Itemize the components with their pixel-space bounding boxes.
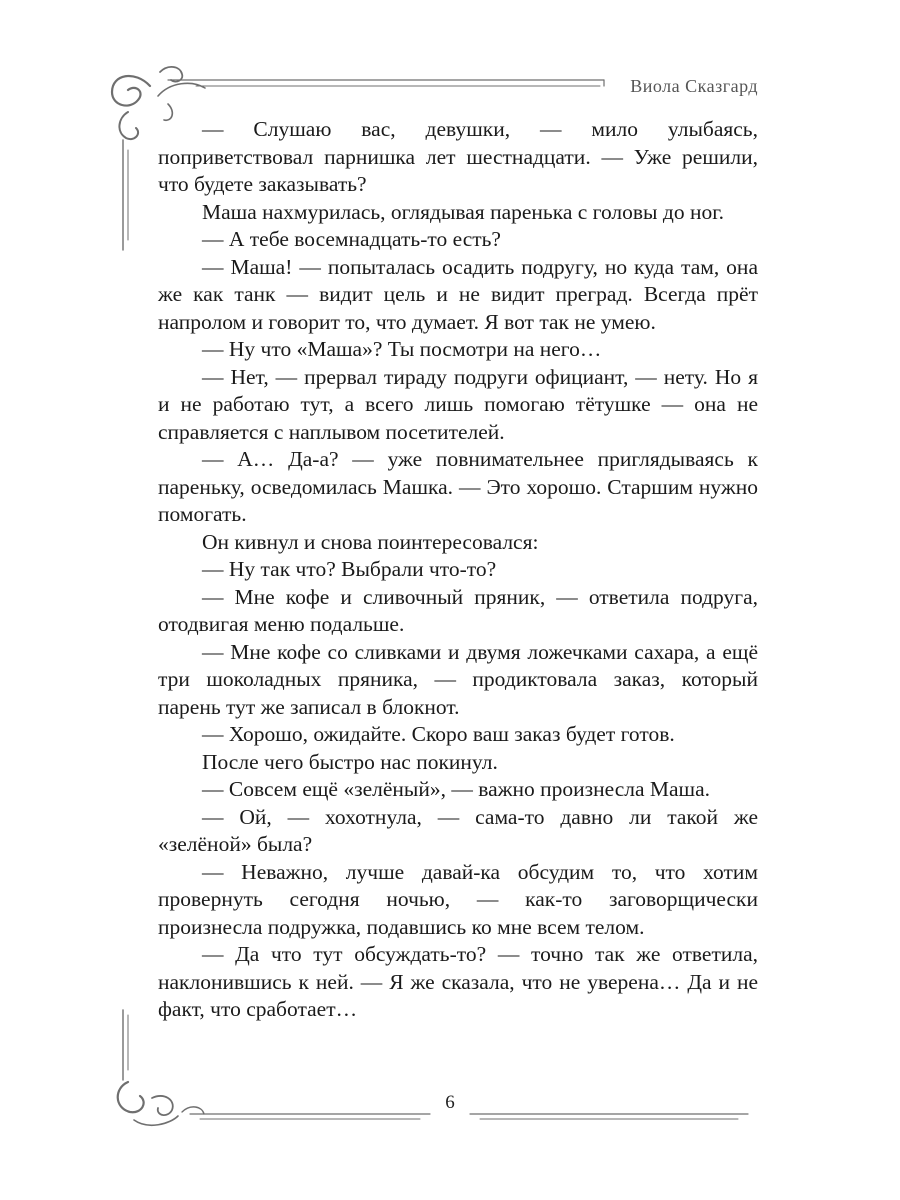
paragraph: — А тебе восемнадцать-то есть? xyxy=(202,227,501,251)
paragraph: — Хорошо, ожидайте. Скоро ваш заказ будет готов. xyxy=(202,722,675,746)
page-number: 6 xyxy=(445,1092,455,1113)
paragraph: — А… Да-а? — уже повнимательнее приглядываясь к пареньку, осведомилась Машка. — Это хорошо. Старшим нужно помогать. xyxy=(158,447,758,526)
paragraph: — Да что тут обсуждать-то? — точно так же ответила, наклонившись к ней. — Я же сказала, что не уверена… Да и не факт, что сработает… xyxy=(158,942,758,1021)
paragraph: — Совсем ещё «зелёный», — важно произнесла Маша. xyxy=(202,777,711,801)
paragraph: — Мне кофе и сливочный пряник, — ответила подруга, отодвигая меню подальше. xyxy=(158,584,758,636)
paragraph: — Ну так что? Выбрали что-то? xyxy=(202,557,497,581)
paragraph: — Слушаю вас, девушки, — мило улыбаясь, поприветствовал парнишка лет шестнадцати. — Уже решили, что будете заказывать? xyxy=(158,117,758,196)
paragraph: — Мне кофе со сливками и двумя ложечками сахара, а ещё три шоколадных пряника, — продиктовала заказ, который парень тут же записал в блокнот. xyxy=(158,639,758,719)
paragraph: — Маша! — попыталась осадить подругу, но куда там, она же как танк — видит цель и не видит преград. Всегда прёт напролом и говорит то, что думает. Я вот так не умею. xyxy=(158,254,758,334)
paragraph: После чего быстро нас покинул. xyxy=(202,749,498,774)
paragraph: Маша нахмурилась, оглядывая паренька с головы до ног. xyxy=(202,199,724,224)
paragraph: Он кивнул и снова поинтересовался: xyxy=(202,529,539,554)
running-header-author: Виола Сказгард xyxy=(630,76,758,96)
paragraph: — Ну что «Маша»? Ты посмотри на него… xyxy=(202,337,602,361)
page-body-text xyxy=(158,116,758,1024)
paragraph: — Ой, — хохотнула, — сама-то давно ли такой же «зелёной» была? xyxy=(158,804,758,856)
paragraph: — Нет, — прервал тираду подруги официант, — нету. Но я и не работаю тут, а всего лишь помогаю тётушке — она не справляется с наплывом посетителей. xyxy=(158,364,758,444)
paragraph: — Неважно, лучше давай-ка обсудим то, что хотим провернуть сегодня ночью, — как-то заговорщически произнесла подружка, подавшись ко мне всем телом. xyxy=(158,859,758,939)
